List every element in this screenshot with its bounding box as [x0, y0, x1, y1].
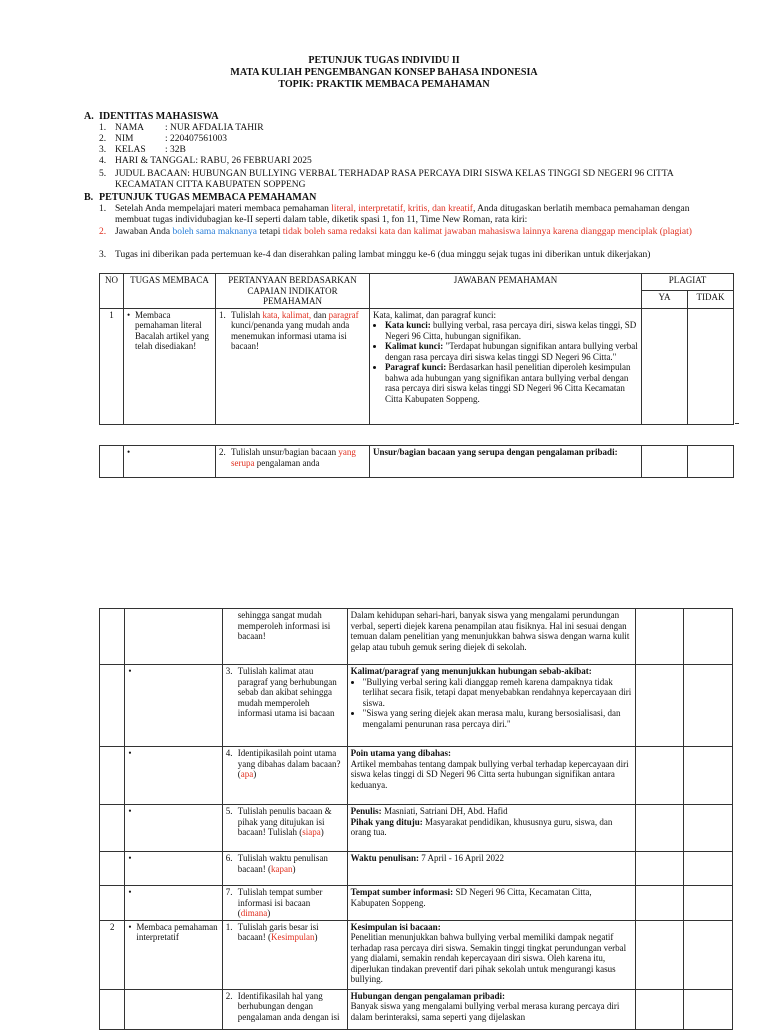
reading-task-table-part2	[99, 445, 734, 478]
identity-nim: 2. NIM : 220407561003	[99, 134, 228, 144]
section-a-heading	[84, 111, 219, 123]
question-cell: 2. Tulislah unsur/bagian bacaan yang serupa pengalaman anda	[216, 446, 370, 478]
list-item: • Paragraf kunci: Berdasarkan hasil penelitian diperoleh kesimpulan bahwa ada hubungan yang signifikan antara bullying verbal dengan rasa percaya diri siswa kelas tinggi SD Negeri 96 Citta Kecamatan Citta Kabupaten Soppeng.	[385, 362, 638, 404]
identity-date: 4. HARI & TANGGAL: RABU, 26 FEBRUARI 2025	[99, 156, 312, 166]
question-cell: 5. Tulislah penulis bacaan & pihak yang ditujukan isi bacaan! Tulislah (siapa)	[222, 805, 347, 852]
section-b-letter: B.	[84, 192, 94, 203]
question-cell: 4. Identipikasilah point utama yang dibahas dalam bacaan? (apa)	[222, 747, 347, 805]
reading-task-table	[99, 273, 734, 425]
list-item: • "Bullying verbal sering kali dianggap remeh karena dampaknya tidak terlihat secara fisik, tetapi dapat menyebabkan rendahnya kepercayaan diri siswa.	[363, 677, 632, 709]
table-row	[100, 989, 733, 1029]
answer-cell: Penulis: Masniati, Satriani DH, Abd. Hafid Pihak yang dituju: Masyarakat pendidikan, khususnya guru, siswa, dan orang tua.	[347, 805, 635, 852]
question-cell: 1. Tulislah garis besar isi bacaan! (Kesimpulan)	[222, 920, 347, 989]
table-row	[100, 609, 733, 665]
doc-title-line3: TOPIK: PRAKTIK MEMBACA PEMAHAMAN	[278, 79, 490, 90]
identity-name: 1. NAMA : NUR AFDALIA TAHIR	[99, 123, 264, 133]
answer-cell: Poin utama yang dibahas: Artikel membahas tentang dampak bullying verbal terhadap kepercayaan diri siswa kelas tinggi di SD Negeri 96 Citta serta hubungan signifikan antara keduanya.	[347, 747, 635, 805]
doc-title-line2: MATA KULIAH PENGEMBANGAN KONSEP BAHASA INDONESIA	[230, 67, 538, 78]
header-pertanyaan: PERTANYAAN BERDASARKAN CAPAIAN INDIKATOR PEMAHAMAN	[216, 274, 370, 309]
table-row	[100, 308, 734, 424]
header-ya: YA	[642, 291, 688, 308]
question-cell: 2. Identifikasilah hal yang berhubungan dengan pengalaman anda dengan isi	[222, 989, 347, 1029]
answer-cell: Hubungan dengan pengalaman pribadi: Banyak siswa yang mengalami bullying verbal merasa kurang percaya diri dalam berinteraksi, sama seperti yang dijelaskan	[347, 989, 635, 1029]
reading-task-table-continued	[99, 608, 733, 1030]
table-edge-mark	[735, 423, 739, 424]
answer-cell: Kalimat/paragraf yang menunjukkan hubungan sebab-akibat: • "Bullying verbal sering kali dianggap remeh karena dampaknya tidak terlihat secara fisik, tetapi dapat menyebabkan rendahnya kepercayaan diri siswa. • "Siswa yang sering diejek akan merasa malu, kurang bersosialisasi, dan mengalami penurunan rasa percaya diri."	[347, 665, 635, 747]
header-plagiat: PLAGIAT	[642, 274, 734, 291]
plagiat-ya-cell	[642, 308, 688, 424]
list-item: • Kalimat kunci: "Terdapat hubungan signifikan antara bullying verbal dengan rasa percaya diri siswa kelas tinggi SD Negeri 96 Citta."	[385, 341, 638, 362]
section-a-title: IDENTITAS MAHASISWA	[99, 111, 219, 122]
task-cell: • Membaca pemahaman literal Bacalah artikel yang telah disediakan!	[124, 308, 216, 424]
section-b-heading	[84, 192, 316, 204]
doc-title-line1: PETUNJUK TUGAS INDIVIDU II	[308, 55, 460, 66]
table-row	[100, 920, 733, 989]
question-cell: 7. Tulislah tempat sumber informasi isi bacaan (dimana)	[222, 886, 347, 921]
section-a-letter: A.	[84, 111, 94, 122]
instruction-1: 1. Setelah Anda mempelajari materi membaca pemahaman literal, interpretatif, kritis, dan kreatif, Anda ditugaskan berlatih membaca pemahaman dengan membuat tugas individubagian ke-II seperti dalam table, diketik spasi 1, fon 11, Time New Roman, rata kiri:	[99, 204, 690, 225]
answer-cell: Unsur/bagian bacaan yang serupa dengan pengalaman pribadi:	[370, 446, 642, 478]
header-tidak: TIDAK	[688, 291, 734, 308]
answer-cell: Kata, kalimat, dan paragraf kunci: • Kata kunci: bullying verbal, rasa percaya diri, siswa kelas tinggi, SD Negeri 96 Citta, hubungan signifikan. • Kalimat kunci: "Terdapat hubungan signifikan antara bullying verbal dengan rasa percaya diri siswa kelas tinggi SD Negeri 96 Citta." • Paragraf kunci: Berdasarkan hasil penelitian diperoleh kesimpulan bahwa ada hubungan yang signifikan antara bullying verbal dengan rasa percaya diri siswa kelas tinggi SD Negeri 96 Citta Kecamatan Citta Kabupaten Soppeng.	[370, 308, 642, 424]
answer-cell: Waktu penulisan: 7 April - 16 April 2022	[347, 852, 635, 886]
question-cell: sehingga sangat mudah memperoleh informasi isi bacaan!	[222, 609, 347, 665]
question-cell: 1. Tulislah kata, kalimat, dan paragraf kunci/penanda yang mudah anda menemukan informasi utama isi bacaan!	[216, 308, 370, 424]
table-row: • 2. Tulislah unsur/bagian bacaan yang serupa pengalaman anda Unsur/bagian bacaan yang serupa dengan pengalaman pribadi:	[100, 446, 734, 478]
answer-cell: Dalam kehidupan sehari-hari, banyak siswa yang mengalami perundungan verbal, seperti diejek karena penampilan atau fisiknya. Hal ini sesuai dengan temuan dalam penelitian yang menunjukkan bahwa siswa dengan warna kulit gelap atau tubuh gemuk sering diejek di sekolah.	[347, 609, 635, 665]
table-header-row	[100, 274, 734, 291]
question-cell: 6. Tulislah waktu penulisan bacaan! (kapan)	[222, 852, 347, 886]
table-row: • 3. Tulislah kalimat atau paragraf yang berhubungan sebab dan akibat sehingga mudah memperoleh informasi utama isi bacaan Kalimat/paragraf yang menunjukkan hubungan sebab-akibat: • "Bullying verbal sering kali dianggap remeh karena dampaknya tidak terlihat secara fisik, tetapi dapat menyebabkan rendahnya kepercayaan diri siswa. • "Siswa yang sering diejek akan merasa malu, kurang bersosialisasi, dan mengalami penurunan rasa percaya diri."	[100, 665, 733, 747]
list-item: • "Siswa yang sering diejek akan merasa malu, kurang bersosialisasi, dan mengalami penurunan rasa percaya diri."	[363, 708, 632, 729]
row-number: 1	[100, 308, 124, 424]
question-cell: 3. Tulislah kalimat atau paragraf yang berhubungan sebab dan akibat sehingga mudah memperoleh informasi utama isi bacaan	[222, 665, 347, 747]
header-no: NO	[100, 274, 124, 309]
answer-cell: Kesimpulan isi bacaan: Penelitian menunjukkan bahwa bullying verbal memiliki dampak negatif terhadap rasa percaya diri siswa. Semakin tinggi tingkat perundungan verbal yang dialami, semakin rendah kepercayaan diri siswa. Oleh karena itu, diperlukan tindakan preventif dari pihak sekolah untuk mengurangi kasus bullying.	[347, 920, 635, 989]
header-tugas: TUGAS MEMBACA	[124, 274, 216, 309]
identity-class: 3. KELAS : 32B	[99, 145, 186, 155]
table-row: • 6. Tulislah waktu penulisan bacaan! (kapan) Waktu penulisan: 7 April - 16 April 2022	[100, 852, 733, 886]
table-row: • 7. Tulislah tempat sumber informasi isi bacaan (dimana) Tempat sumber informasi: SD Negeri 96 Citta, Kecamatan Citta, Kabupaten Soppeng.	[100, 886, 733, 921]
list-item: • Kata kunci: bullying verbal, rasa percaya diri, siswa kelas tinggi, SD Negeri 96 Citta, hubungan signifikan.	[385, 320, 638, 341]
section-b-title: PETUNJUK TUGAS MEMBACA PEMAHAMAN	[99, 192, 317, 203]
header-jawaban: JAWABAN PEMAHAMAN	[370, 274, 642, 309]
task-cell: • Membaca pemahaman interpretatif	[125, 920, 222, 989]
row-number: 2	[100, 920, 125, 989]
instruction-3: 3. Tugas ini diberikan pada pertemuan ke-4 dan diserahkan paling lambat minggu ke-6 (dua minggu sejak tugas ini diberikan untuk dikerjakan)	[99, 250, 651, 260]
instruction-2: 2. Jawaban Anda boleh sama maknanya tetapi tidak boleh sama redaksi kata dan kalimat jawaban mahasiswa lainnya karena dianggap menciplak (plagiat)	[99, 227, 692, 237]
identity-reading-title: 5. JUDUL BACAAN: HUBUNGAN BULLYING VERBAL TERHADAP RASA PERCAYA DIRI SISWA KELAS TINGGI SD NEGERI 96 CITTA KECAMATAN CITTA KABUPATEN SOPPENG	[99, 169, 674, 190]
answer-cell: Tempat sumber informasi: SD Negeri 96 Citta, Kecamatan Citta, Kabupaten Soppeng.	[347, 886, 635, 921]
plagiat-tidak-cell	[688, 308, 734, 424]
table-row: • 4. Identipikasilah point utama yang dibahas dalam bacaan? (apa) Poin utama yang dibahas: Artikel membahas tentang dampak bullying verbal terhadap kepercayaan diri siswa kelas tinggi di SD Negeri 96 Citta serta hubungan signifikan antara keduanya.	[100, 747, 733, 805]
table-row: • 5. Tulislah penulis bacaan & pihak yang ditujukan isi bacaan! Tulislah (siapa) Penulis: Masniati, Satriani DH, Abd. Hafid Pihak yang dituju: Masyarakat pendidikan, khususnya guru, siswa, dan orang tua.	[100, 805, 733, 852]
